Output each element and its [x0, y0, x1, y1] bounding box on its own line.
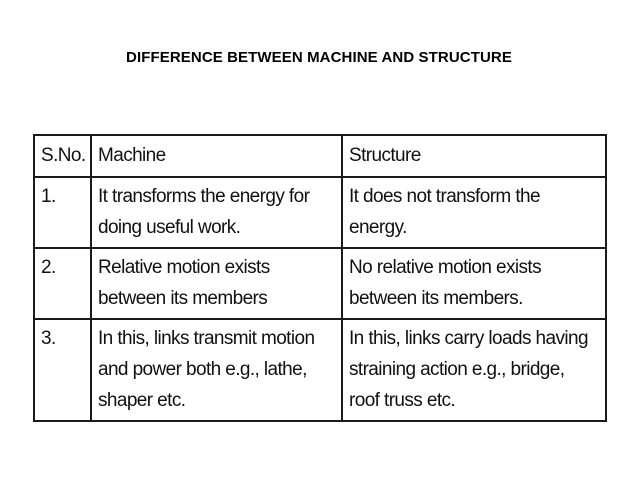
cell-sno: 3. [34, 319, 91, 421]
cell-structure: In this, links carry loads having straining action e.g., bridge, roof truss etc. [342, 319, 606, 421]
header-sno: S.No. [34, 135, 91, 177]
page-title: DIFFERENCE BETWEEN MACHINE AND STRUCTURE [126, 49, 512, 66]
cell-structure: It does not transform the energy. [342, 177, 606, 248]
header-structure: Structure [342, 135, 606, 177]
table-row [34, 177, 606, 248]
cell-structure: No relative motion exists between its members. [342, 248, 606, 319]
cell-sno: 2. [34, 248, 91, 319]
cell-sno: 1. [34, 177, 91, 248]
table-row [34, 248, 606, 319]
comparison-table [33, 134, 607, 422]
cell-machine: It transforms the energy for doing useful work. [91, 177, 342, 248]
cell-machine: Relative motion exists between its members [91, 248, 342, 319]
cell-machine: In this, links transmit motion and power both e.g., lathe, shaper etc. [91, 319, 342, 421]
header-machine: Machine [91, 135, 342, 177]
table-row [34, 319, 606, 421]
table-header-row [34, 135, 606, 177]
